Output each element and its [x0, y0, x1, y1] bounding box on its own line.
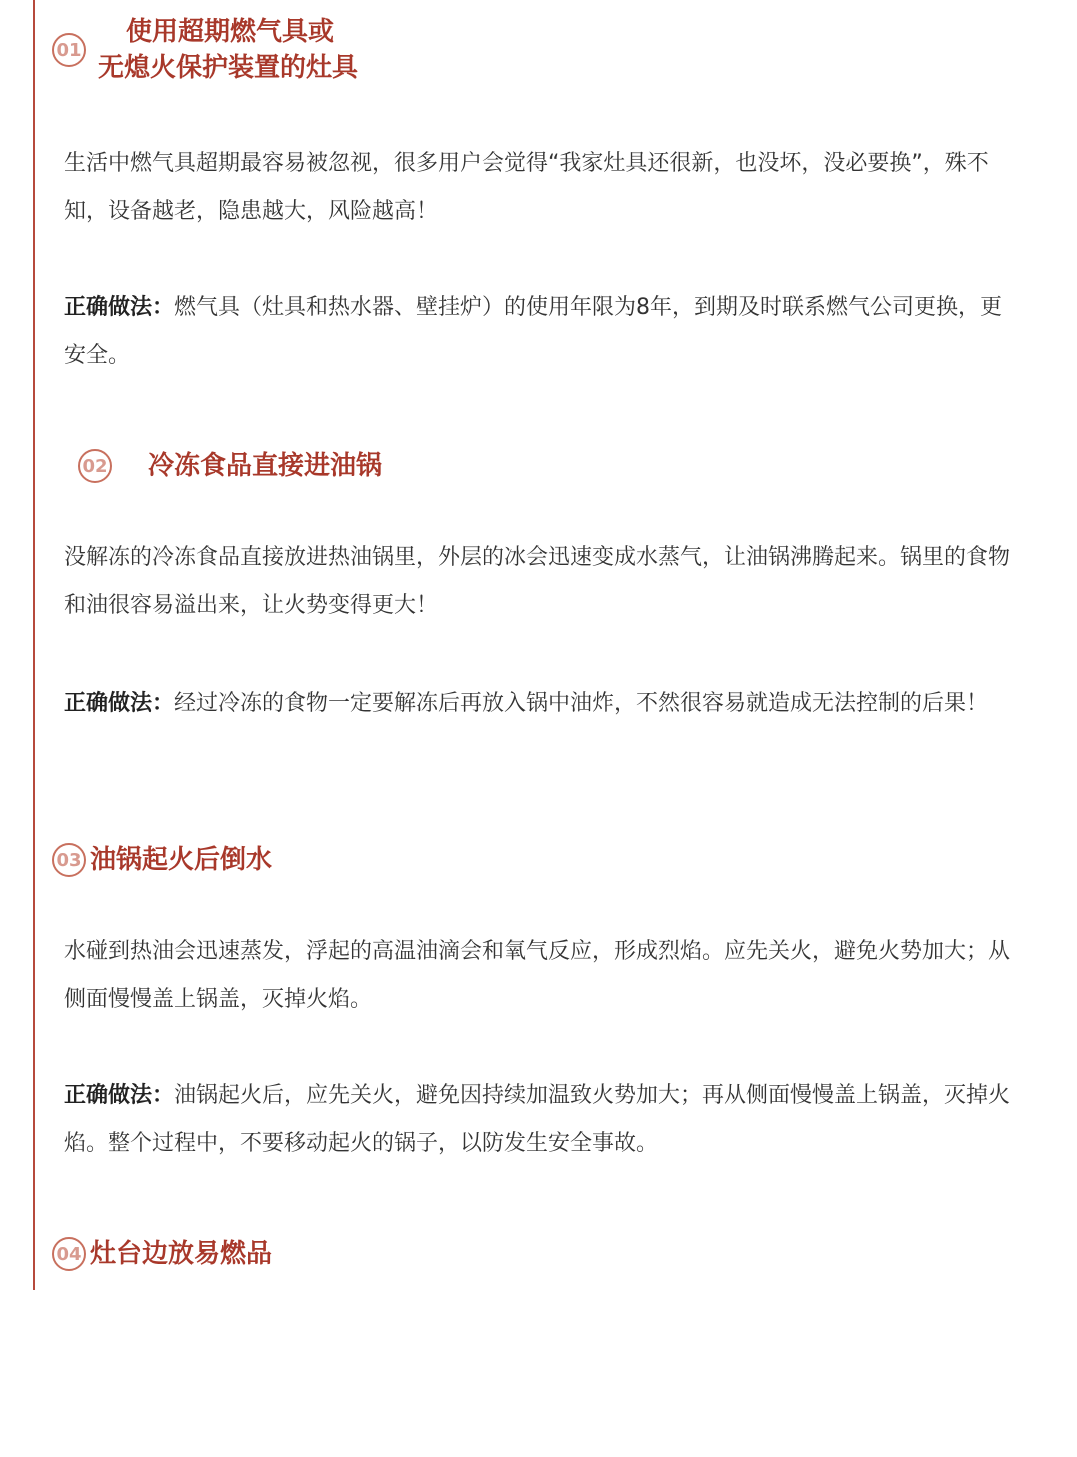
section-number-badge: 03 [52, 843, 86, 877]
left-accent-rule [33, 0, 35, 1290]
tip-text: 燃气具（灶具和热水器、壁挂炉）的使用年限为8年，到期及时联系燃气公司更换，更安全。 [64, 295, 1003, 368]
section-title: 油锅起火后倒水 [90, 845, 273, 875]
section-3-heading [52, 842, 272, 878]
tip-label: 正确做法： [64, 1083, 175, 1108]
section-title: 灶台边放易燃品 [90, 1239, 273, 1269]
section-1-heading [52, 14, 358, 87]
section-number-badge: 04 [52, 1237, 86, 1271]
section-2-tip [64, 680, 1014, 728]
section-number-badge: 01 [52, 33, 86, 67]
tip-label: 正确做法： [64, 295, 175, 320]
section-2-paragraph: 没解冻的冷冻食品直接放进热油锅里，外层的冰会迅速变成水蒸气，让油锅沸腾起来。锅里的食物和油很容易溢出来，让火势变得更大！ [64, 545, 1011, 618]
section-3-paragraph: 水碰到热油会迅速蒸发，浮起的高温油滴会和氧气反应，形成烈焰。应先关火，避免火势加大；从侧面慢慢盖上锅盖，灭掉火焰。 [64, 939, 1011, 1012]
section-title-line-2: 无熄火保护装置的灶具 [98, 53, 359, 84]
tip-text: 油锅起火后，应先关火，避免因持续加温致火势加大；再从侧面慢慢盖上锅盖，灭掉火焰。整个过程中，不要移动起火的锅子，以防发生安全事故。 [64, 1083, 1011, 1156]
section-3-tip [64, 1072, 1014, 1168]
section-title: 冷冻食品直接进油锅 [148, 451, 383, 481]
section-1-paragraph: 生活中燃气具超期最容易被忽视，很多用户会觉得“我家灶具还很新，也没坏，没必要换”，殊不知，设备越老，隐患越大，风险越高！ [64, 151, 989, 224]
section-title-line-1: 使用超期燃气具或 [126, 17, 335, 47]
tip-text: 经过冷冻的食物一定要解冻后再放入锅中油炸，不然很容易就造成无法控制的后果！ [174, 691, 989, 716]
section-4-heading [52, 1236, 272, 1272]
tip-label: 正确做法： [64, 691, 175, 716]
section-2-heading [78, 448, 382, 484]
section-number-badge: 02 [78, 449, 112, 483]
section-1-tip [64, 284, 1014, 380]
